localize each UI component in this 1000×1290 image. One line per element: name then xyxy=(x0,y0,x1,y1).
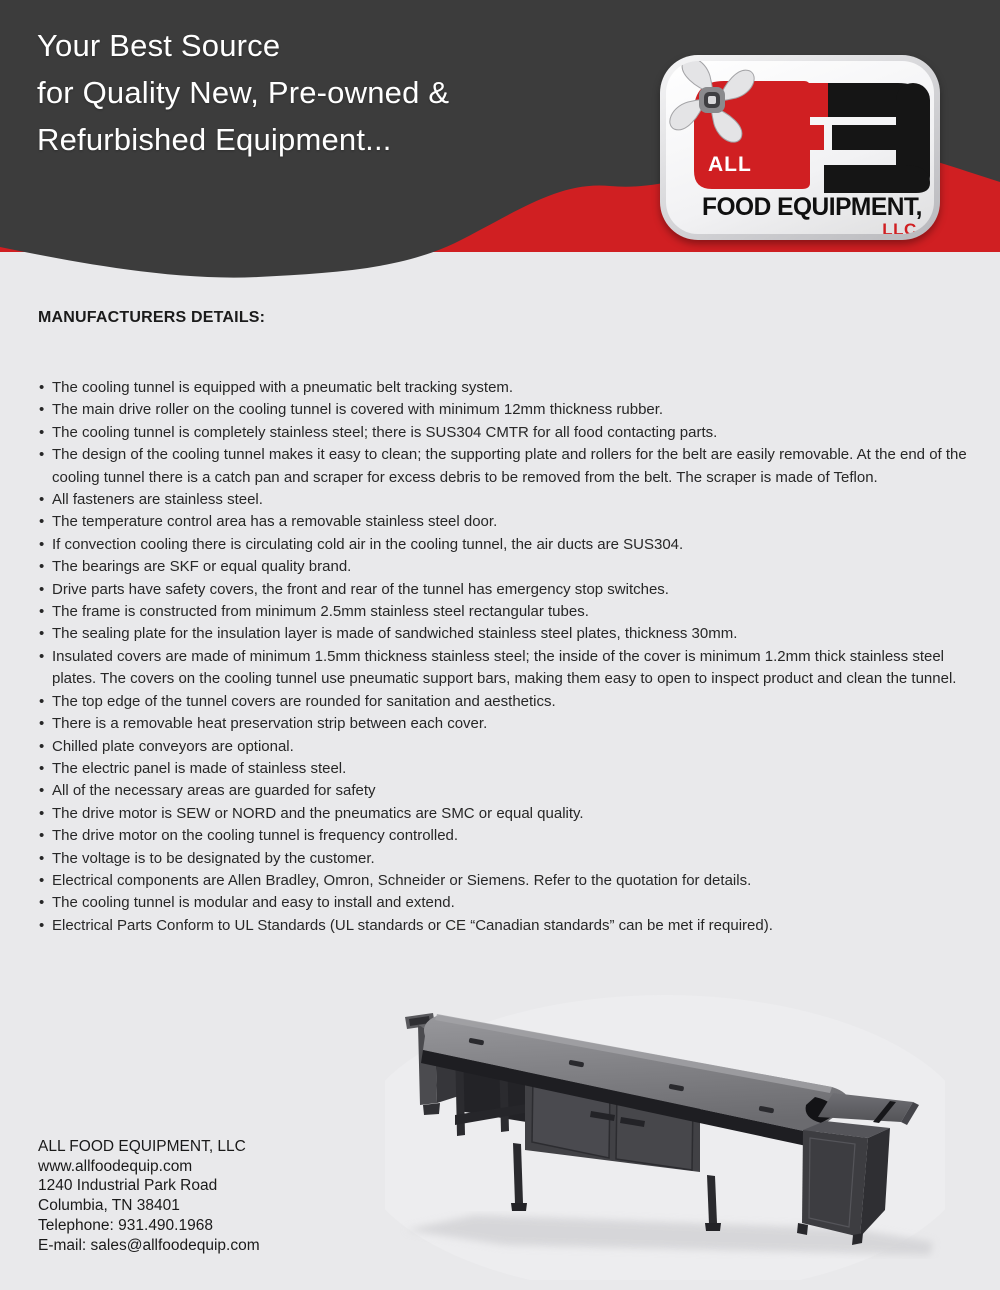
list-item: • The temperature control area has a removable stainless steel door. xyxy=(38,511,970,533)
header-title-line: for Quality New, Pre-owned & xyxy=(37,75,450,110)
footer-contact xyxy=(38,1137,260,1255)
list-item: • All of the necessary areas are guarded for safety xyxy=(38,780,970,802)
list-item: • If convection cooling there is circulating cold air in the cooling tunnel, the air ducts are SUS304. xyxy=(38,534,970,556)
footer-email: E-mail: sales@allfoodequip.com xyxy=(38,1236,260,1254)
company-logo xyxy=(660,55,940,240)
footer-company-name: ALL FOOD EQUIPMENT, LLC xyxy=(38,1138,246,1155)
list-item: • Drive parts have safety covers, the front and rear of the tunnel has emergency stop switches. xyxy=(38,579,970,601)
list-item: • The sealing plate for the insulation layer is made of sandwiched stainless steel plates, thickness 30mm. xyxy=(38,623,970,645)
list-item: • The drive motor on the cooling tunnel is frequency controlled. xyxy=(38,825,970,847)
header-title-line: Your Best Source xyxy=(37,28,281,63)
list-item: • There is a removable heat preservation strip between each cover. xyxy=(38,713,970,735)
footer-telephone: Telephone: 931.490.1968 xyxy=(38,1216,213,1234)
logo-llc: LLC. xyxy=(882,220,922,234)
list-item: • The voltage is to be designated by the customer. xyxy=(38,848,970,870)
list-item: • Electrical components are Allen Bradley, Omron, Schneider or Siemens. Refer to the quotation for details. xyxy=(38,870,970,892)
list-item: • The bearings are SKF or equal quality brand. xyxy=(38,556,970,578)
list-item: • The main drive roller on the cooling tunnel is covered with minimum 12mm thickness rubber. xyxy=(38,399,970,421)
list-item: • The cooling tunnel is modular and easy to install and extend. xyxy=(38,892,970,914)
header-title xyxy=(37,22,449,163)
list-item: • Chilled plate conveyors are optional. xyxy=(38,736,970,758)
list-item: • The frame is constructed from minimum 2.5mm stainless steel rectangular tubes. xyxy=(38,601,970,623)
letter-e xyxy=(824,83,930,193)
list-item: • The cooling tunnel is equipped with a pneumatic belt tracking system. xyxy=(38,377,970,399)
list-item: • The top edge of the tunnel covers are rounded for sanitation and aesthetics. xyxy=(38,691,970,713)
list-item: • The cooling tunnel is completely stainless steel; there is SUS304 CMTR for all food contacting parts. xyxy=(38,422,970,444)
logo-all-badge: ALL xyxy=(708,153,752,176)
header-title-line: Refurbished Equipment... xyxy=(37,122,392,157)
list-item: • Insulated covers are made of minimum 1.5mm thickness stainless steel; the inside of the cover is minimum 1.2mm thick stainless steel plates. The covers on the cooling tunnel use pneumatic support bars, making them easy to open to inspect product and clean the tunnel. xyxy=(38,646,970,691)
footer-address-street: 1240 Industrial Park Road xyxy=(38,1177,218,1195)
section-heading: MANUFACTURERS DETAILS: xyxy=(38,309,266,326)
details-list xyxy=(38,377,970,937)
list-item: • Electrical Parts Conform to UL Standards (UL standards or CE “Canadian standards” can be met if required). xyxy=(38,915,970,937)
list-item: • The design of the cooling tunnel makes it easy to clean; the supporting plate and rollers for the belt are easily removable. At the end of the cooling tunnel there is a catch pan and scraper for excess debris to be removed from the belt. The scraper is made of Teflon. xyxy=(38,444,970,489)
footer-website: www.allfoodequip.com xyxy=(38,1157,193,1175)
list-item: • All fasteners are stainless steel. xyxy=(38,489,970,511)
cooling-tunnel-image xyxy=(385,995,945,1280)
list-item: • The electric panel is made of stainless steel. xyxy=(38,758,970,780)
footer-address-city: Columbia, TN 38401 xyxy=(38,1197,180,1215)
company-logo-plate xyxy=(666,61,934,234)
list-item: • The drive motor is SEW or NORD and the pneumatics are SMC or equal quality. xyxy=(38,803,970,825)
logo-company-name: FOOD EQUIPMENT, xyxy=(702,193,922,221)
